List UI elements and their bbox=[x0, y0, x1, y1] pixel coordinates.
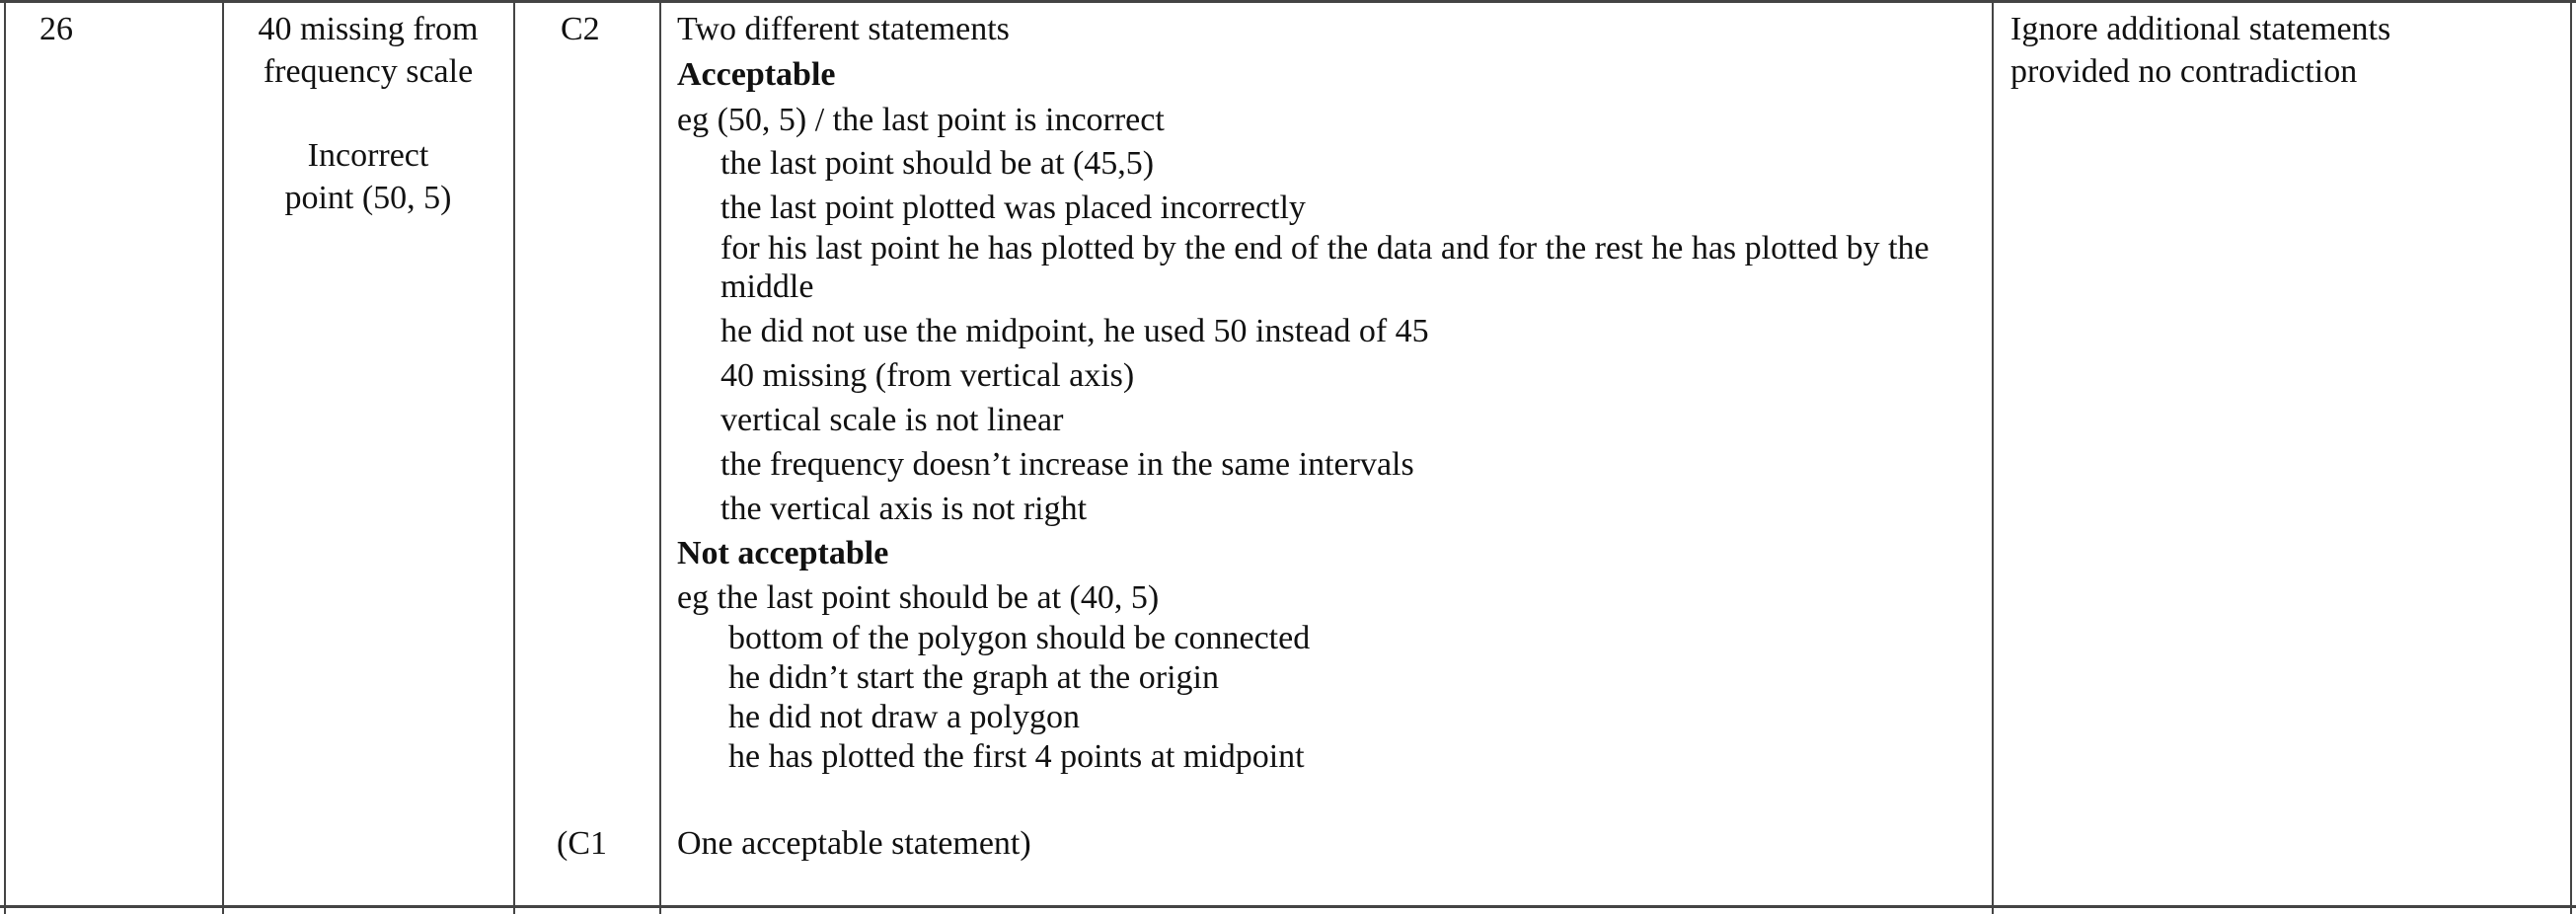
acceptable-item: for his last point he has plotted by the end of the data and for the rest he has plotted by the bbox=[720, 230, 1930, 267]
column-border-2 bbox=[513, 0, 515, 914]
acceptable-item: middle bbox=[720, 268, 814, 305]
not-acceptable-item: bottom of the polygon should be connected bbox=[728, 620, 1311, 656]
column-border-4 bbox=[1992, 0, 1994, 914]
answer-line: 40 missing from bbox=[258, 11, 479, 47]
not-acceptable-label: Not acceptable bbox=[677, 535, 889, 571]
acceptable-item: the frequency doesn’t increase in the same intervals bbox=[720, 446, 1414, 483]
column-border-left bbox=[4, 0, 6, 914]
guidance-line: Ignore additional statements bbox=[2010, 11, 2391, 47]
acceptable-item: vertical scale is not linear bbox=[720, 402, 1064, 438]
acceptable-example: eg (50, 5) / the last point is incorrect bbox=[677, 102, 1165, 138]
not-acceptable-item: he did not draw a polygon bbox=[728, 699, 1080, 735]
not-acceptable-item: he didn’t start the graph at the origin bbox=[728, 659, 1219, 696]
guidance-cell bbox=[2010, 8, 2390, 93]
acceptable-item: the last point should be at (45,5) bbox=[720, 145, 1155, 182]
column-border-3 bbox=[659, 0, 661, 914]
notes-heading: Two different statements bbox=[677, 11, 1010, 47]
alt-statement: One acceptable statement) bbox=[677, 825, 1031, 862]
not-acceptable-example: eg the last point should be at (40, 5) bbox=[677, 579, 1160, 616]
answer-line: point (50, 5) bbox=[284, 180, 452, 216]
acceptable-label: Acceptable bbox=[677, 56, 836, 93]
not-acceptable-item: he has plotted the first 4 points at midpoint bbox=[728, 738, 1305, 775]
answer-cell bbox=[225, 8, 511, 219]
mark-value: C2 bbox=[561, 11, 600, 47]
mark-alt-value: (C1 bbox=[557, 825, 607, 862]
answer-line: frequency scale bbox=[263, 53, 474, 90]
column-border-right bbox=[2570, 0, 2572, 914]
acceptable-item: 40 missing (from vertical axis) bbox=[720, 357, 1135, 394]
bottom-border bbox=[0, 905, 2576, 908]
guidance-line: provided no contradiction bbox=[2010, 53, 2358, 90]
acceptable-item: the vertical axis is not right bbox=[720, 491, 1088, 527]
acceptable-item: the last point plotted was placed incorrectly bbox=[720, 190, 1306, 226]
top-border bbox=[0, 0, 2576, 3]
answer-line: Incorrect bbox=[307, 137, 429, 174]
column-border-1 bbox=[222, 0, 224, 914]
acceptable-item: he did not use the midpoint, he used 50 instead of 45 bbox=[720, 313, 1429, 349]
question-number: 26 bbox=[39, 11, 73, 47]
